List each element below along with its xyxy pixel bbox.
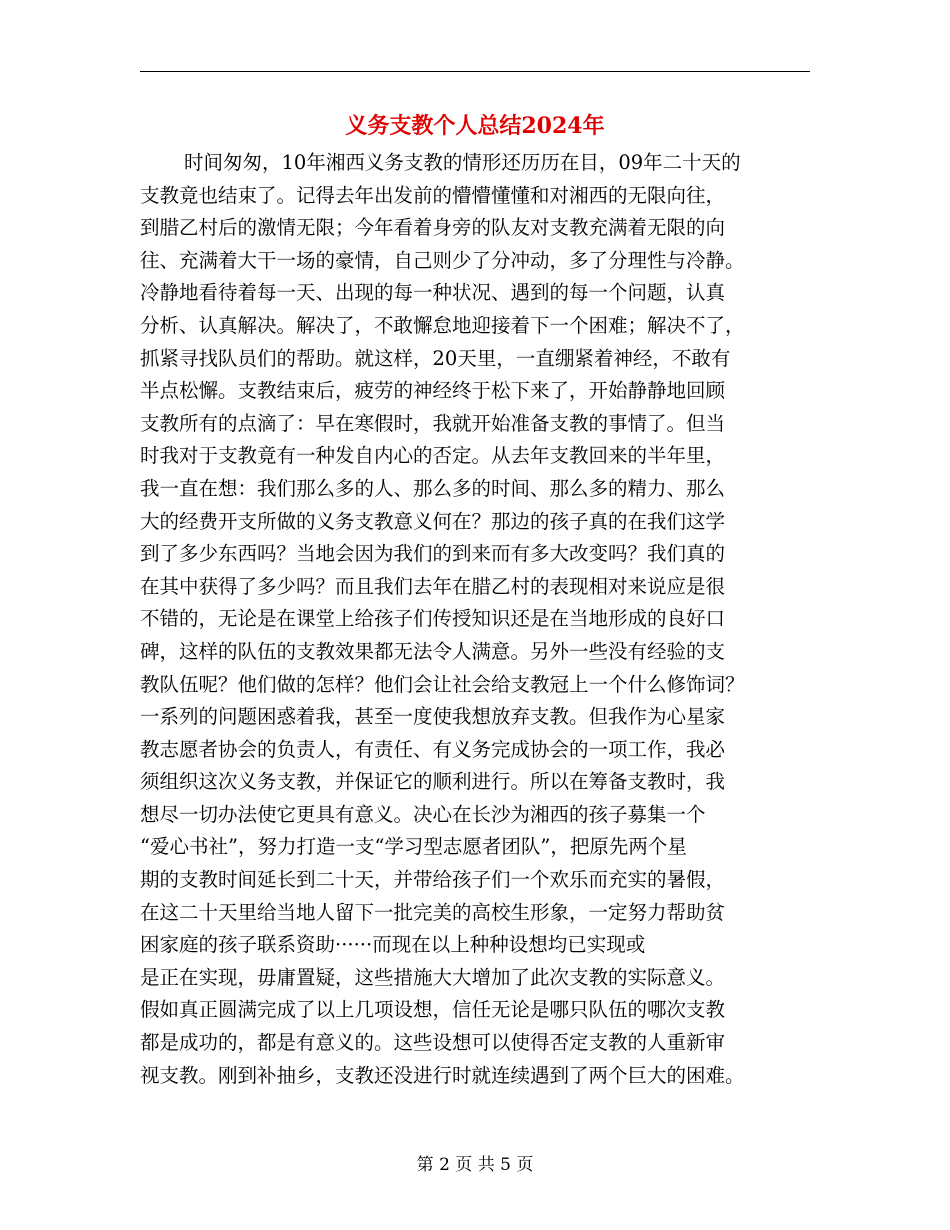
body-text-line: 假如真正圆满完成了以上几项设想，信任无论是哪只队伍的哪次支教 [140,998,726,1022]
body-text-line: 一系列的问题困惑着我，甚至一度使我想放弃支教。但我作为心星家 [140,705,726,729]
body-text-line: 视支教。刚到补抽乡，支教还没进行时就连续遇到了两个巨大的困难。 [140,1063,745,1087]
body-text-line: 教队伍呢？他们做的怎样？他们会让社会给支教冠上一个什么修饰词？ [140,672,745,696]
body-text-line: 教志愿者协会的负责人，有责任、有义务完成协会的一项工作，我必 [140,737,726,761]
page-number-footer: 第 2 页 共 5 页 [416,1155,534,1175]
body-text-line: 到腊乙村后的激情无限；今年看着身旁的队友对支教充满着无限的向 [140,216,726,240]
body-text-line: 是正在实现，毋庸置疑，这些措施大大增加了此次支教的实际意义。 [140,965,726,989]
body-text-line: 都是成功的，都是有意义的。这些设想可以使得否定支教的人重新审 [140,1031,726,1055]
body-text-line: 不错的，无论是在课堂上给孩子们传授知识还是在当地形成的良好口 [140,607,726,631]
body-text-line: 期的支教时间延长到二十天，并带给孩子们一个欢乐而充实的暑假， [140,868,726,892]
body-text-line: 须组织这次义务支教，并保证它的顺利进行。所以在筹备支教时，我 [140,770,726,794]
body-text-line: 困家庭的孩子联系资助······而现在以上种种设想均已实现或 [140,933,646,957]
body-text-line: 碑，这样的队伍的支教效果都无法令人满意。另外一些没有经验的支 [140,639,726,663]
document-body [140,147,810,1092]
body-text-line: “爱心书社”，努力打造一支“学习型志愿者团队”，把原先两个星 [140,835,687,859]
body-text-line: 在这二十天里给当地人留下一批完美的高校生形象，一定努力帮助贫 [140,900,726,924]
body-text-line: 支教竟也结束了。记得去年出发前的懵懵懂懂和对湘西的无限向往， [140,183,726,207]
body-text-line: 时间匆匆，10年湘西义务支教的情形还历历在目，09年二十天的 [184,151,741,174]
document-title: 义务支教个人总结2024年 [345,113,605,139]
body-text-line: 半点松懈。支教结束后，疲劳的神经终于松下来了，开始静静地回顾 [140,379,726,403]
body-text-line: 想尽一切办法使它更具有意义。决心在长沙为湘西的孩子募集一个 [140,802,706,826]
body-text-line: 支教所有的点滴了：早在寒假时，我就开始准备支教的事情了。但当 [140,411,726,435]
body-text-line: 往、充满着大干一场的豪情，自己则少了分冲动，多了分理性与冷静。 [140,248,745,272]
header-rule [140,71,810,72]
body-text-line: 到了多少东西吗？当地会因为我们的到来而有多大改变吗？我们真的 [140,542,726,566]
body-text-line: 冷静地看待着每一天、出现的每一种状况、遇到的每一个问题，认真 [140,281,726,305]
body-text-line: 分析、认真解决。解决了，不敢懈怠地迎接着下一个困难；解决不了， [140,313,745,337]
body-text-line: 抓紧寻找队员们的帮助。就这样，20天里，一直绷紧着神经，不敢有 [140,346,731,370]
body-text-line: 大的经费开支所做的义务支教意义何在？那边的孩子真的在我们这学 [140,509,726,533]
body-text-line: 在其中获得了多少吗？而且我们去年在腊乙村的表现相对来说应是很 [140,574,726,598]
body-text-line: 时我对于支教竟有一种发自内心的否定。从去年支教回来的半年里， [140,444,726,468]
body-text-line: 我一直在想：我们那么多的人、那么多的时间、那么多的精力、那么 [140,476,726,500]
